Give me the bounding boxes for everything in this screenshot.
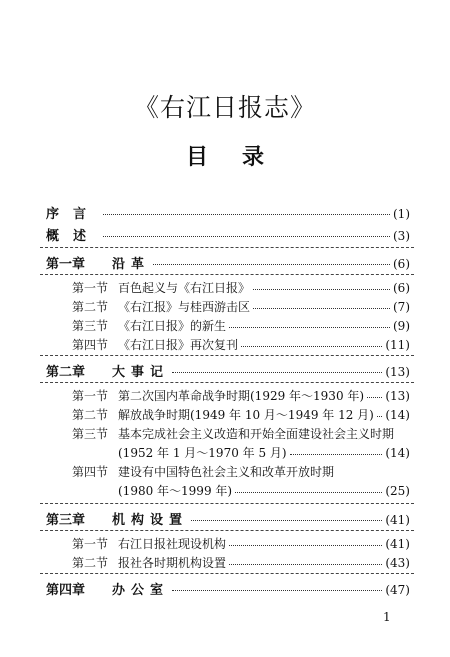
dot-leader <box>367 397 382 398</box>
entry-title: 基本完成社会主义改造和开始全面建设社会主义时期 <box>118 427 395 441</box>
entry-label: 第一节 <box>72 537 109 551</box>
entry-title: 办公室 <box>112 583 170 598</box>
entry-title: 《右江报》与桂西游击区 <box>118 300 251 314</box>
entry-label: 第三节 <box>72 319 109 333</box>
entry-label: 概述 <box>46 229 101 244</box>
entry-title: 解放战争时期(1949 年 10 月～1949 年 12 月) <box>118 408 374 422</box>
entry-label: 第二节 <box>72 408 109 422</box>
entry-page: (47) <box>385 583 410 597</box>
toc-entry-chapter-3[interactable] <box>46 509 410 528</box>
divider <box>40 382 414 383</box>
divider <box>40 355 414 356</box>
dot-leader <box>172 372 382 373</box>
entry-page: (13) <box>385 389 410 403</box>
entry-label: 第三章 <box>46 513 86 528</box>
entry-label: 第一章 <box>46 257 86 272</box>
dot-leader <box>103 214 390 215</box>
entry-page: (14) <box>385 446 410 460</box>
dot-leader <box>377 416 382 417</box>
divider <box>40 503 414 504</box>
dot-leader <box>235 492 382 493</box>
dot-leader <box>253 308 390 309</box>
dot-leader <box>229 545 382 546</box>
toc-entry-continuation <box>118 482 410 499</box>
entry-page: (6) <box>393 257 410 271</box>
entry-title: 《右江日报》的新生 <box>118 319 227 333</box>
dot-leader <box>290 454 383 455</box>
dot-leader <box>172 590 382 591</box>
entry-title: 右江日报社现设机构 <box>118 537 227 551</box>
toc-entry-section[interactable] <box>72 336 410 353</box>
dot-leader <box>229 327 390 328</box>
entry-page: (43) <box>385 556 410 570</box>
entry-page: (3) <box>393 229 410 243</box>
entry-page: (25) <box>385 484 410 498</box>
toc-entry-section[interactable] <box>72 406 410 423</box>
book-title: 《右江日报志》 <box>133 93 316 122</box>
toc-entry-section[interactable] <box>72 463 410 480</box>
entry-title: 大事记 <box>112 365 170 380</box>
entry-title: 报社各时期机构设置 <box>118 556 227 570</box>
toc-entry-section[interactable] <box>72 554 410 571</box>
dot-leader <box>253 289 390 290</box>
entry-title-continuation: (1980 年～1999 年) <box>118 484 233 498</box>
dot-leader <box>103 236 390 237</box>
entry-page: (14) <box>385 408 410 422</box>
entry-title: 《右江日报》再次复刊 <box>118 338 239 352</box>
dot-leader <box>153 264 390 265</box>
toc-entry-section[interactable] <box>72 298 410 315</box>
entry-page: (11) <box>385 338 410 352</box>
divider <box>40 573 414 574</box>
dot-leader <box>191 520 382 521</box>
entry-page: (9) <box>393 319 410 333</box>
toc-entry-overview[interactable] <box>46 225 410 244</box>
toc-entry-section[interactable] <box>72 425 410 442</box>
entry-page: (1) <box>393 207 410 221</box>
toc-entry-section[interactable] <box>72 535 410 552</box>
entry-page: (7) <box>393 300 410 314</box>
entry-page: (41) <box>385 513 410 527</box>
entry-label: 第四节 <box>72 338 109 352</box>
dot-leader <box>229 564 382 565</box>
entry-page: (41) <box>385 537 410 551</box>
entry-label: 第四节 <box>72 465 109 479</box>
entry-label: 第二节 <box>72 556 109 570</box>
entry-label: 第三节 <box>72 427 109 441</box>
entry-page: (6) <box>393 281 410 295</box>
toc-entry-section[interactable] <box>72 279 410 296</box>
toc-entry-chapter-2[interactable] <box>46 361 410 380</box>
divider <box>40 530 414 531</box>
toc-entry-chapter-4[interactable] <box>46 579 410 598</box>
toc-heading: 目录 <box>185 144 298 170</box>
divider <box>40 247 414 248</box>
dot-leader <box>241 346 382 347</box>
toc-entry-continuation <box>118 444 410 461</box>
entry-label: 第一节 <box>72 389 109 403</box>
entry-title: 沿革 <box>112 257 151 272</box>
entry-label: 第二章 <box>46 365 86 380</box>
entry-title: 机构设置 <box>112 513 189 528</box>
entry-label: 第四章 <box>46 583 86 598</box>
toc-entry-chapter-1[interactable] <box>46 253 410 272</box>
entry-title: 百色起义与《右江日报》 <box>118 281 251 295</box>
entry-label: 序言 <box>46 207 101 222</box>
toc-entry-section[interactable] <box>72 317 410 334</box>
entry-title: 第二次国内革命战争时期(1929 年～1930 年) <box>118 389 365 403</box>
entry-title-continuation: (1952 年 1 月～1970 年 5 月) <box>118 446 287 460</box>
entry-label: 第一节 <box>72 281 109 295</box>
toc-entry-section[interactable] <box>72 387 410 404</box>
entry-label: 第二节 <box>72 300 109 314</box>
page-number: 1 <box>383 610 391 624</box>
toc-entry-preface[interactable] <box>46 203 410 222</box>
entry-title: 建设有中国特色社会主义和改革开放时期 <box>118 465 335 479</box>
entry-page: (13) <box>385 365 410 379</box>
divider <box>40 274 414 275</box>
